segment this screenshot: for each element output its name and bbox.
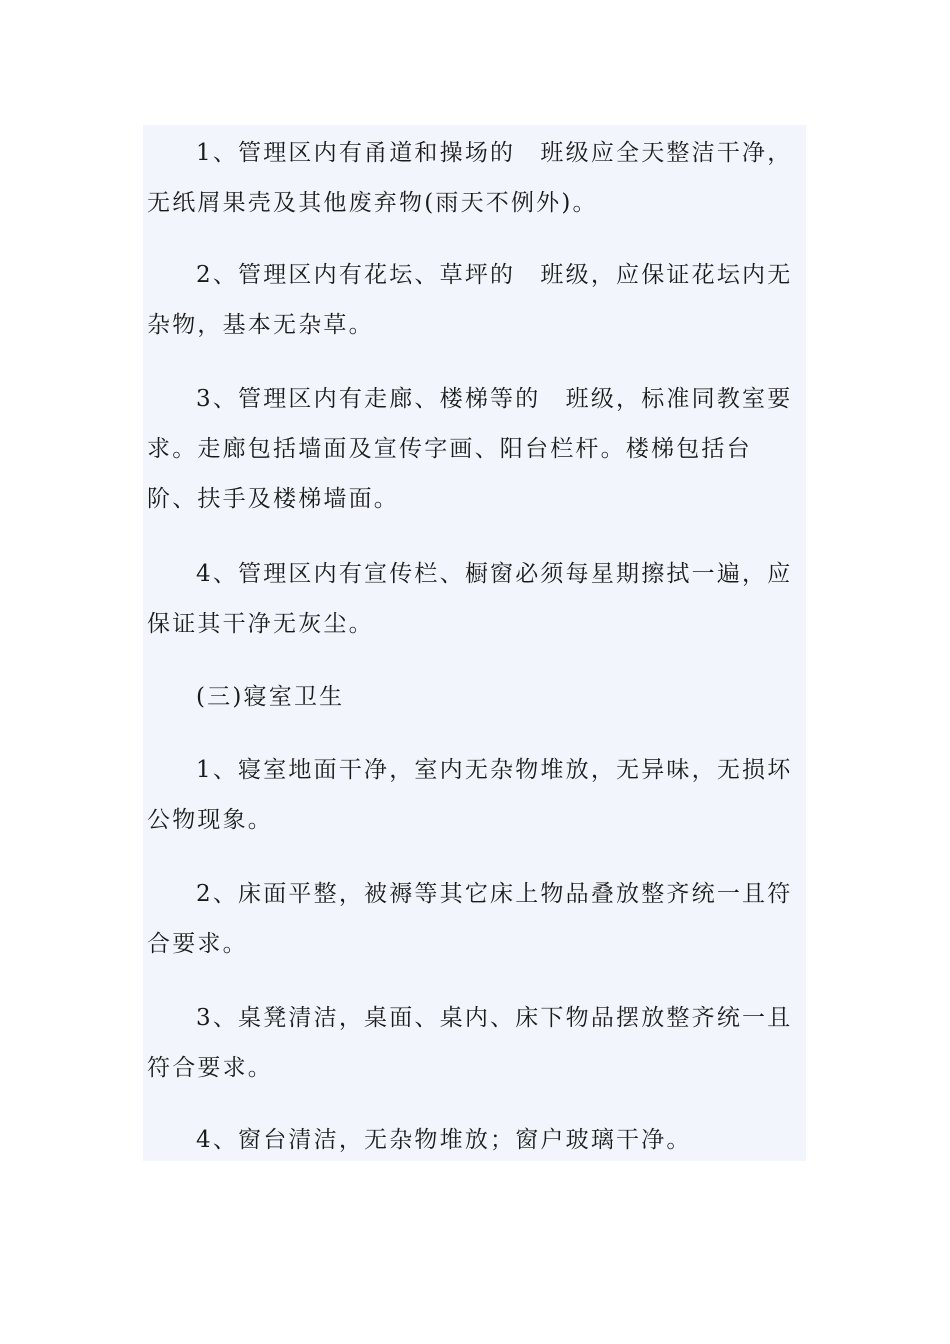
paragraph-dorm-4: 4、窗台清洁，无杂物堆放；窗户玻璃干净。 <box>196 1127 692 1153</box>
paragraph-area-4: 4、管理区内有宣传栏、橱窗必须每星期擦拭一遍，应保证其干净无灰尘。 <box>147 561 793 637</box>
paragraph-dorm-1: 1、寝室地面干净，室内无杂物堆放，无异味，无损坏公物现象。 <box>147 757 793 833</box>
paragraph-area-1: 1、管理区内有甬道和操场的 班级应全天整洁干净，无纸屑果壳及其他废弃物(雨天不例外)。 <box>147 140 793 216</box>
paragraph-dorm-3: 3、桌凳清洁，桌面、桌内、床下物品摆放整齐统一且符合要求。 <box>147 1005 793 1081</box>
paragraph-area-3: 3、管理区内有走廊、楼梯等的 班级，标准同教室要求。走廊包括墙面及宣传字画、阳台栏杆。楼梯包括台阶、扶手及楼梯墙面。 <box>147 386 793 512</box>
document-content <box>143 125 806 1161</box>
paragraph-dorm-2: 2、床面平整，被褥等其它床上物品叠放整齐统一且符合要求。 <box>147 881 793 957</box>
section-heading: (三)寝室卫生 <box>196 684 345 710</box>
paragraph-area-2: 2、管理区内有花坛、草坪的 班级，应保证花坛内无杂物，基本无杂草。 <box>147 262 793 338</box>
